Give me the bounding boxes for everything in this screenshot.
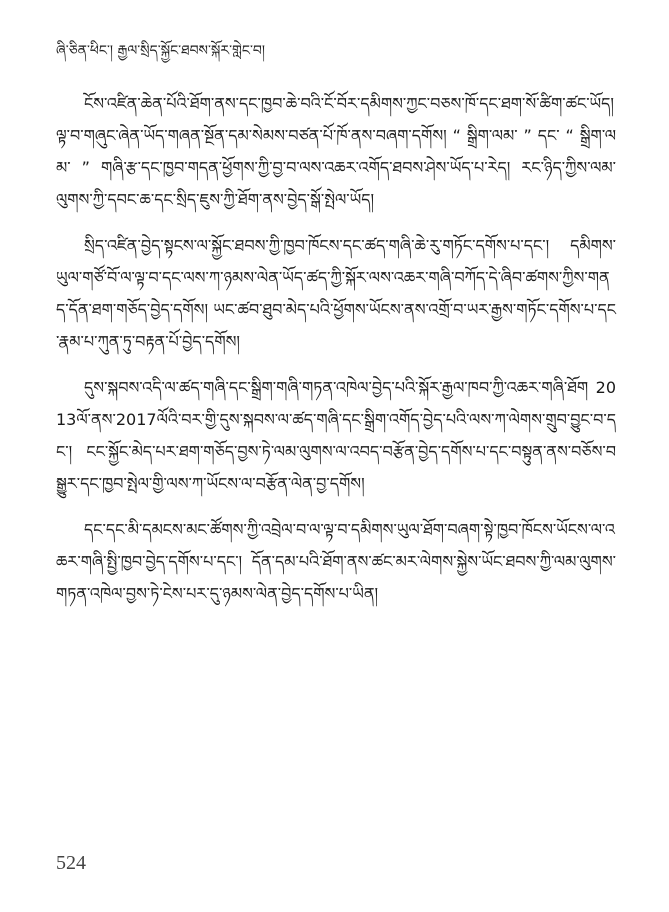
page-number: 524 bbox=[56, 852, 86, 874]
running-header: ཞི་ཅིན་ཕིང་། རྒྱལ་སྲིད་སྐྱོང་ཐབས་སྐོར་གླེང་བ། bbox=[56, 43, 266, 59]
paragraph: དང་དང་མི་དམངས་མང་ཚོགས་ཀྱི་འབྲེལ་བ་ལ་ལྟ་བ་དམིགས་ཡུལ་ཐོག་བཞག་སྟེ་ཁྱབ་ཁོངས་ཡོངས་ལ་འཆར་གཞི་སྤྱི་ཁྱབ་བྱེད་དགོས་པ་དང་། དོན་དམ་པའི་ཐོག་ནས་ཚང་མར་ལེགས་སྐྱེས་ཡོང་ཐབས་ཀྱི་ལམ་ལུགས་གཏན་འཁེལ་བྱས་ཏེ་ངེས་པར་དུ་ཉམས་ལེན་བྱེད་དགོས་པ་ཡིན། bbox=[56, 520, 616, 603]
body-text bbox=[56, 88, 616, 624]
paragraph: ངོས་འཛིན་ཆེན་པོའི་ཐོག་ནས་དང་ཁྱབ་ཆེ་བའི་ངོ་བོར་དམིགས་ཀྱང་བཅས་ཁོ་དང་ཐག་སོ་ཚིག་ཚང་ཡོད། ལྟ་བ་གཞུང་ཞེན་ཡོད་གཞན་སྔོན་དམ་སེམས་བཙན་པོ་ཁོ་ནས་བཞག་དགོས། “ སྒྲིག་ལམ་ ” དང་ “ སྒྲིག་ལམ་ ” གཞི་རྩ་དང་ཁྱབ་གདན་ཕྱོགས་ཀྱི་བྱ་བ་ལས་འཆར་འགོད་ཐབས་ཤེས་ཡོད་པ་རེད། རང་ཉིད་ཀྱིས་ལམ་ལུགས་ཀྱི་དབང་ཆ་དང་སྲིད་ཇུས་ཀྱི་ཐོག་ནས་བྱེད་སྒོ་སྤེལ་ཡོད། bbox=[56, 94, 616, 209]
paragraph: སྲིད་འཛིན་བྱེད་སྟངས་ལ་སྐྱོང་ཐབས་ཀྱི་ཁྱབ་ཁོངས་དང་ཚད་གཞི་ཆེ་རུ་གཏོང་དགོས་པ་དང་། དམིགས་ཡུལ་གཙོ་བོ་ལ་ལྟ་བ་དང་ལས་ཀ་ཉམས་ལེན་ཡོད་ཚད་ཀྱི་སྐོར་ལས་འཆར་གཞི་བཀོད་དེ་ཞིབ་ཚགས་ཀྱིས་གནད་དོན་ཐག་གཅོད་བྱེད་དགོས། ཡང་ཚབ་ཐུབ་མེད་པའི་ཕྱོགས་ཡོངས་ནས་འགྲོ་བ་ཡར་རྒྱས་གཏོང་དགོས་པ་དང་རྣམ་པ་ཀུན་ཏུ་བརྟན་པོ་བྱེད་དགོས། bbox=[56, 236, 616, 351]
paragraph: དུས་སྐབས་འདི་ལ་ཚད་གཞི་དང་སྒྲིག་གཞི་གཏན་འཁེལ་བྱེད་པའི་སྐོར་རྒྱལ་ཁབ་ཀྱི་འཆར་གཞི་ཐོག 2013ལོ་ནས་2017ལོའི་བར་གྱི་དུས་སྐབས་ལ་ཚད་གཞི་དང་སྒྲིག་འགོད་བྱེད་པའི་ལས་ཀ་ལེགས་གྲུབ་བྱུང་བ་དང་། ངང་སྐྱོང་མེད་པར་ཐག་གཅོད་བྱས་ཏེ་ལམ་ལུགས་ལ་འབད་བརྩོན་བྱེད་དགོས་པ་དང་བསྟུན་ནས་བཅོས་བསྒྱུར་དང་ཁྱབ་སྤེལ་གྱི་ལས་ཀ་ཡོངས་ལ་བརྩོན་ལེན་བྱ་དགོས། bbox=[56, 378, 616, 493]
